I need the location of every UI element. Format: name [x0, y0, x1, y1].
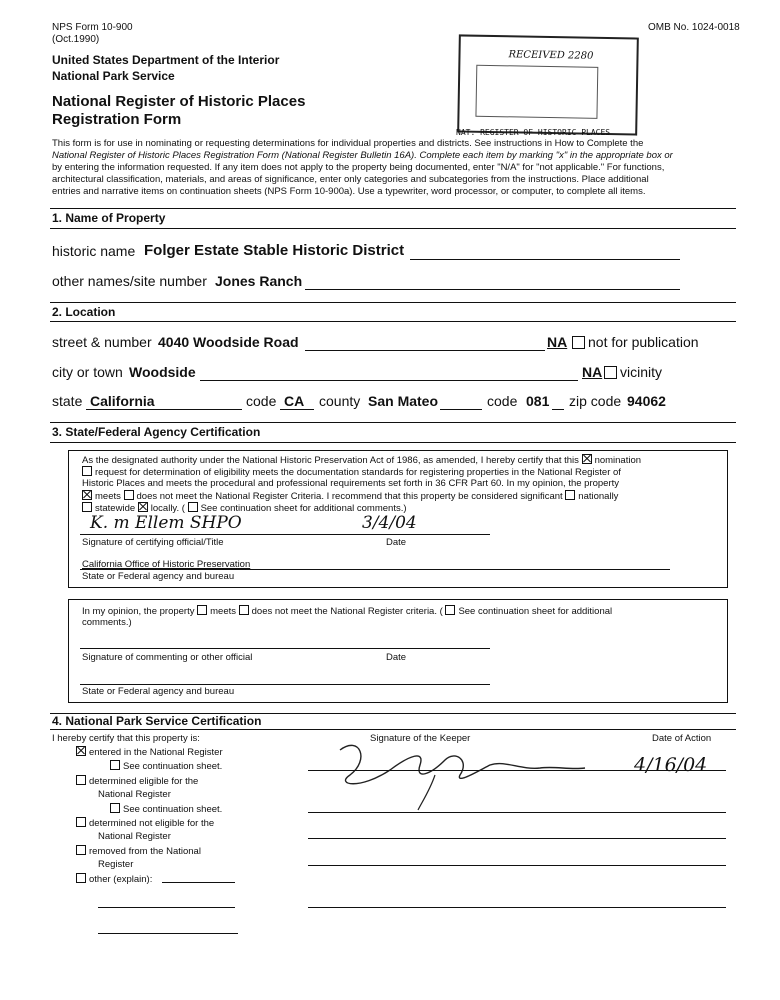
nps-certify-intro: I hereby certify that this property is: — [52, 733, 200, 744]
cert-text: As the designated authority under the National Historic Preservation Act of 1986, as amended, I hereby certify that this — [82, 455, 579, 466]
see-continuation-2-checkbox[interactable] — [110, 803, 120, 813]
received-stamp — [457, 34, 639, 135]
section2-heading: 2. Location — [52, 305, 116, 319]
form-number: NPS Form 10-900 — [52, 22, 133, 33]
opinion-not-meet-label: does not meet the National Register criteria. ( — [251, 606, 443, 617]
entered-item — [76, 746, 223, 758]
state-field[interactable]: California — [90, 393, 155, 409]
nationally-label: nationally — [578, 491, 619, 502]
opinion-agency-label: State or Federal agency and bureau — [82, 686, 235, 697]
na-vicinity: NA — [582, 364, 603, 380]
continuation-checkbox[interactable] — [188, 502, 198, 512]
nationally-checkbox[interactable] — [565, 490, 575, 500]
signature-label: Signature of certifying official/Title — [82, 537, 224, 548]
nomination-label: nomination — [594, 455, 642, 466]
city-label: city or town — [52, 364, 123, 380]
keeper-date: 4/16/04 — [634, 754, 708, 776]
cert-line-2 — [82, 466, 621, 478]
other-names-label: other names/site number — [52, 273, 207, 289]
other-label: other (explain): — [89, 874, 153, 885]
see-continuation-1-checkbox[interactable] — [110, 760, 120, 770]
intro-line: by entering the information requested. If any item does not apply to the property being documented, enter "N/A" for "not applicable." For functions, — [52, 162, 665, 173]
cert-line-1 — [82, 454, 641, 466]
other-names-field[interactable]: Jones Ranch — [215, 273, 303, 289]
meets-label: meets — [95, 491, 121, 502]
vicinity — [604, 364, 662, 380]
county-field[interactable]: San Mateo — [368, 393, 439, 409]
date-of-action-label: Date of Action — [652, 733, 712, 744]
see-continuation-1 — [110, 760, 222, 772]
keeper-signature — [330, 730, 600, 815]
opinion-meets-checkbox[interactable] — [197, 605, 207, 615]
not-eligible-label: determined not eligible for the — [89, 818, 215, 829]
opinion-signature-label: Signature of commenting or other official — [82, 652, 253, 663]
eligible-checkbox[interactable] — [76, 775, 86, 785]
section3-heading: 3. State/Federal Agency Certification — [52, 425, 261, 439]
intro-line: architectural classification, materials, and areas of significance, enter only categories and subcategories from the instructions. Place additional — [52, 174, 649, 185]
keeper-label: Signature of the Keeper — [370, 733, 471, 744]
opinion-meets-label: meets — [210, 606, 236, 617]
department: United States Department of the Interior — [52, 53, 280, 67]
eligible-item — [76, 775, 198, 787]
entered-label: entered in the National Register — [89, 747, 223, 758]
see-continuation-1-label: See continuation sheet. — [123, 761, 223, 772]
street-field[interactable]: 4040 Woodside Road — [158, 334, 299, 350]
removed-item — [76, 845, 201, 857]
continuation-label: See continuation sheet for additional comments.) — [200, 503, 407, 514]
historic-name-field[interactable]: Folger Estate Stable Historic District — [144, 242, 405, 259]
state-code-field[interactable]: CA — [284, 393, 305, 409]
opinion-text: In my opinion, the property — [82, 606, 195, 617]
not-eligible-checkbox[interactable] — [76, 817, 86, 827]
vicinity-checkbox[interactable] — [604, 366, 617, 379]
historic-name-label: historic name — [52, 243, 136, 259]
stamp-register-text: NAT. REGISTER OF HISTORIC PLACES — [456, 128, 611, 137]
see-continuation-2-label: See continuation sheet. — [123, 804, 223, 815]
section1-heading: 1. Name of Property — [52, 211, 166, 225]
not-eligible-item-line2: National Register — [98, 831, 171, 842]
stamp-received-text: RECEIVED 2280 — [508, 49, 594, 62]
agency-label: State or Federal agency and bureau — [82, 571, 235, 582]
date-label: Date — [386, 537, 407, 548]
opinion-line-2: comments.) — [82, 617, 132, 628]
form-subtitle: Registration Form — [52, 111, 182, 128]
does-not-meet-checkbox[interactable] — [124, 490, 134, 500]
other-item — [76, 873, 152, 885]
street-label: street & number — [52, 334, 152, 350]
see-continuation-2 — [110, 803, 222, 815]
other-checkbox[interactable] — [76, 873, 86, 883]
intro-line: entries and narrative items on continuation sheets (NPS Form 10-900a). Use a typewriter, word processor, or computer, to complete all items. — [52, 186, 646, 197]
na-publication: NA — [547, 334, 568, 350]
form-date: (Oct.1990) — [52, 34, 100, 45]
opinion-not-meet-checkbox[interactable] — [239, 605, 249, 615]
stamp-inner-box — [475, 65, 598, 119]
certifying-signature: K. m Ellem SHPO — [90, 513, 242, 533]
opinion-line-1 — [82, 605, 612, 617]
opinion-date-label: Date — [386, 652, 407, 663]
not-for-publication — [572, 334, 699, 350]
locally-label: locally. ( — [150, 503, 185, 514]
eligible-item-line2: National Register — [98, 789, 171, 800]
agency-field: California Office of Historic Preservation — [82, 559, 251, 570]
cert-line-4 — [82, 490, 618, 502]
form-title: National Register of Historic Places — [52, 93, 306, 110]
intro-line: This form is for use in nominating or requesting determinations for individual properties and districts. See instructions in How to Complete the — [52, 138, 644, 149]
state-label: state — [52, 393, 83, 409]
removed-checkbox[interactable] — [76, 845, 86, 855]
cert-line-3: Historic Places and meets the procedural and professional requirements set forth in 36 CFR Part 60. In my opinion, the property — [82, 478, 620, 489]
statewide-label: statewide — [95, 503, 136, 514]
locally-checkbox[interactable] — [138, 502, 148, 512]
entered-checkbox[interactable] — [76, 746, 86, 756]
opinion-continuation-checkbox[interactable] — [445, 605, 455, 615]
county-code-field[interactable]: 081 — [526, 393, 550, 409]
nomination-checkbox[interactable] — [582, 454, 592, 464]
section4-heading: 4. National Park Service Certification — [52, 714, 262, 728]
not-for-publication-label: not for publication — [588, 334, 699, 350]
code-label: code — [246, 393, 277, 409]
removed-label: removed from the National — [89, 846, 201, 857]
opinion-continuation-label: See continuation sheet for additional — [458, 606, 613, 617]
not-eligible-item — [76, 817, 214, 829]
city-field[interactable]: Woodside — [129, 364, 196, 380]
zip-label: zip code — [569, 393, 622, 409]
request-checkbox[interactable] — [82, 466, 92, 476]
cert-text: request for determination of eligibility meets the documentation standards for registering properties in the National Register of — [95, 467, 621, 478]
county-code-label: code — [487, 393, 518, 409]
service: National Park Service — [52, 69, 175, 83]
not-for-publication-checkbox[interactable] — [572, 336, 585, 349]
meets-checkbox[interactable] — [82, 490, 92, 500]
intro-line: National Register of Historic Places Registration Form (National Register Bulletin 16A). Complete each item by marking "x" in the appropriate box or — [52, 150, 673, 161]
zip-field[interactable]: 94062 — [627, 393, 666, 409]
removed-item-line2: Register — [98, 859, 134, 870]
eligible-label: determined eligible for the — [89, 776, 199, 787]
vicinity-label: vicinity — [620, 364, 663, 380]
statewide-checkbox[interactable] — [82, 502, 92, 512]
omb-number: OMB No. 1024-0018 — [648, 22, 740, 33]
county-label: county — [319, 393, 361, 409]
certifying-date: 3/4/04 — [362, 513, 417, 533]
does-not-meet-label: does not meet the National Register Criteria. I recommend that this property be considered significant — [136, 491, 563, 502]
